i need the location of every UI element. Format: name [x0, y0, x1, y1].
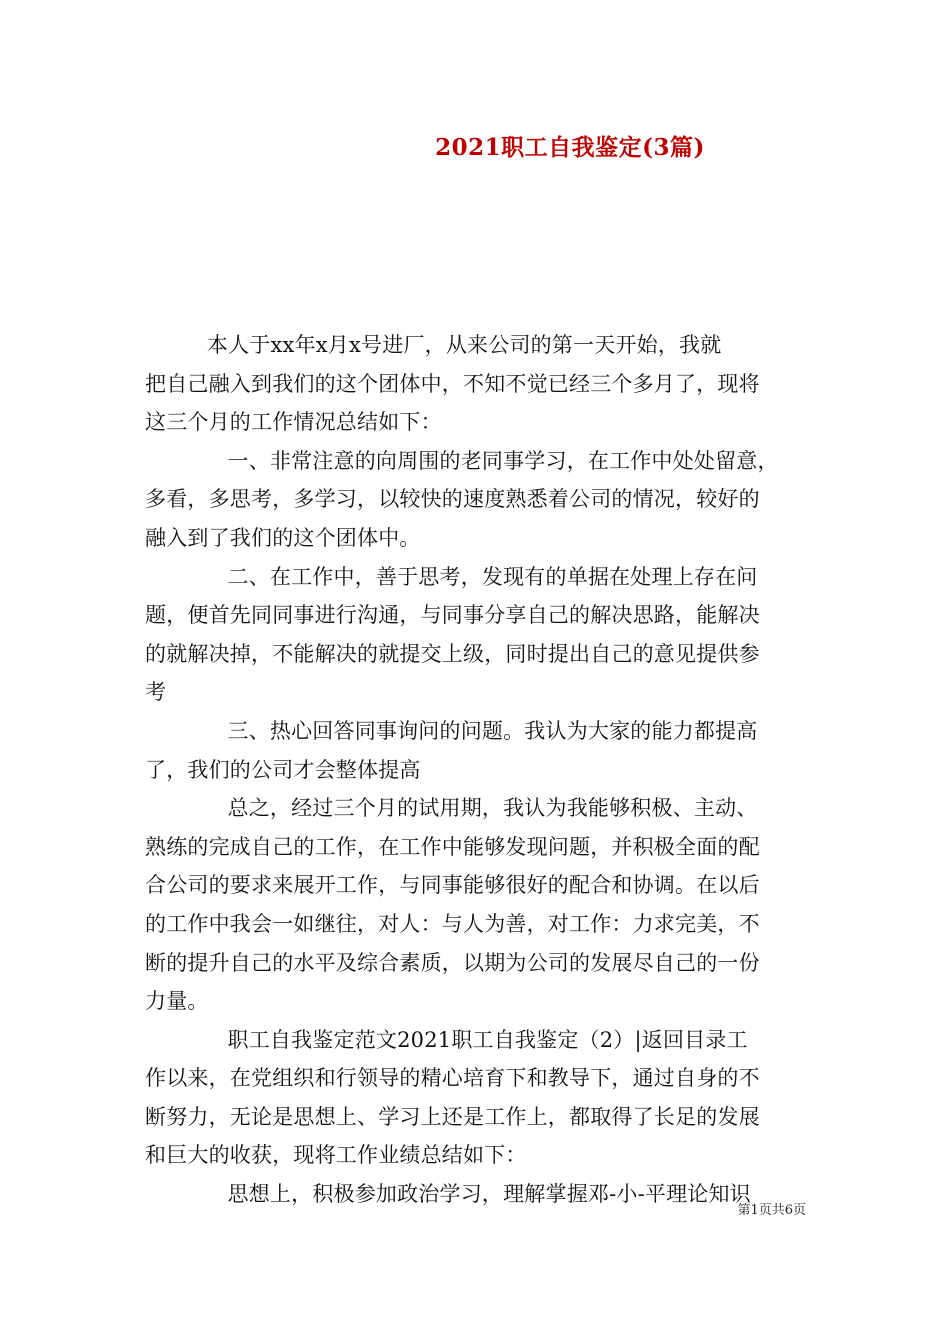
document-body [145, 326, 810, 1214]
body-line: 作以来，在党组织和行领导的精心培育下和教导下，通过自身的不 [145, 1066, 760, 1091]
document-title: 2021职工自我鉴定(3篇) [435, 134, 705, 161]
body-line: 题，便首先同同事进行沟通，与同事分享自己的解决思路，能解决 [145, 603, 760, 628]
body-line: 一、非常注意的向周围的老同事学习，在工作中处处留意， [145, 448, 779, 473]
body-line: 的工作中我会一如继往，对人：与人为善，对工作：力求完美，不 [145, 911, 760, 936]
body-line: 考 [145, 680, 167, 705]
body-line: 力量。 [145, 989, 209, 1014]
body-line: 了，我们的公司才会整体提高 [145, 757, 421, 782]
body-line: 熟练的完成自己的工作，在工作中能够发现问题，并积极全面的配 [145, 834, 760, 859]
body-line: 断努力，无论是思想上、学习上还是工作上，都取得了长足的发展 [145, 1104, 760, 1129]
body-line: 职工自我鉴定范文2021职工自我鉴定（2）|返回目录工 [145, 1027, 748, 1052]
body-line: 多看，多思考，多学习，以较快的速度熟悉着公司的情况，较好的 [145, 487, 760, 512]
body-line: 二、在工作中，善于思考，发现有的单据在处理上存在问 [145, 564, 758, 589]
body-line: 三、热心回答同事询问的问题。我认为大家的能力都提高 [145, 718, 758, 743]
body-line: 融入到了我们的这个团体中。 [145, 525, 421, 550]
body-line: 合公司的要求来展开工作，与同事能够很好的配合和协调。在以后 [145, 873, 760, 898]
body-line: 和巨大的收获，现将工作业绩总结如下： [145, 1143, 527, 1168]
body-line: 断的提升自己的水平及综合素质，以期为公司的发展尽自己的一份 [145, 950, 760, 975]
body-line: 把自己融入到我们的这个团体中，不知不觉已经三个多月了，现将 [145, 371, 760, 396]
body-line: 总之，经过三个月的试用期，我认为我能够积极、主动、 [145, 796, 758, 821]
body-line: 思想上，积极参加政治学习，理解掌握邓-小-平理论知识 [145, 1182, 751, 1207]
page-number: 第1页共6页 [737, 1203, 806, 1218]
body-line: 本人于xx年x月x号进厂，从来公司的第一天开始，我就 [145, 333, 722, 357]
body-line: 这三个月的工作情况总结如下： [145, 410, 442, 435]
body-line: 的就解决掉，不能解决的就提交上级，同时提出自己的意见提供参 [145, 641, 760, 666]
